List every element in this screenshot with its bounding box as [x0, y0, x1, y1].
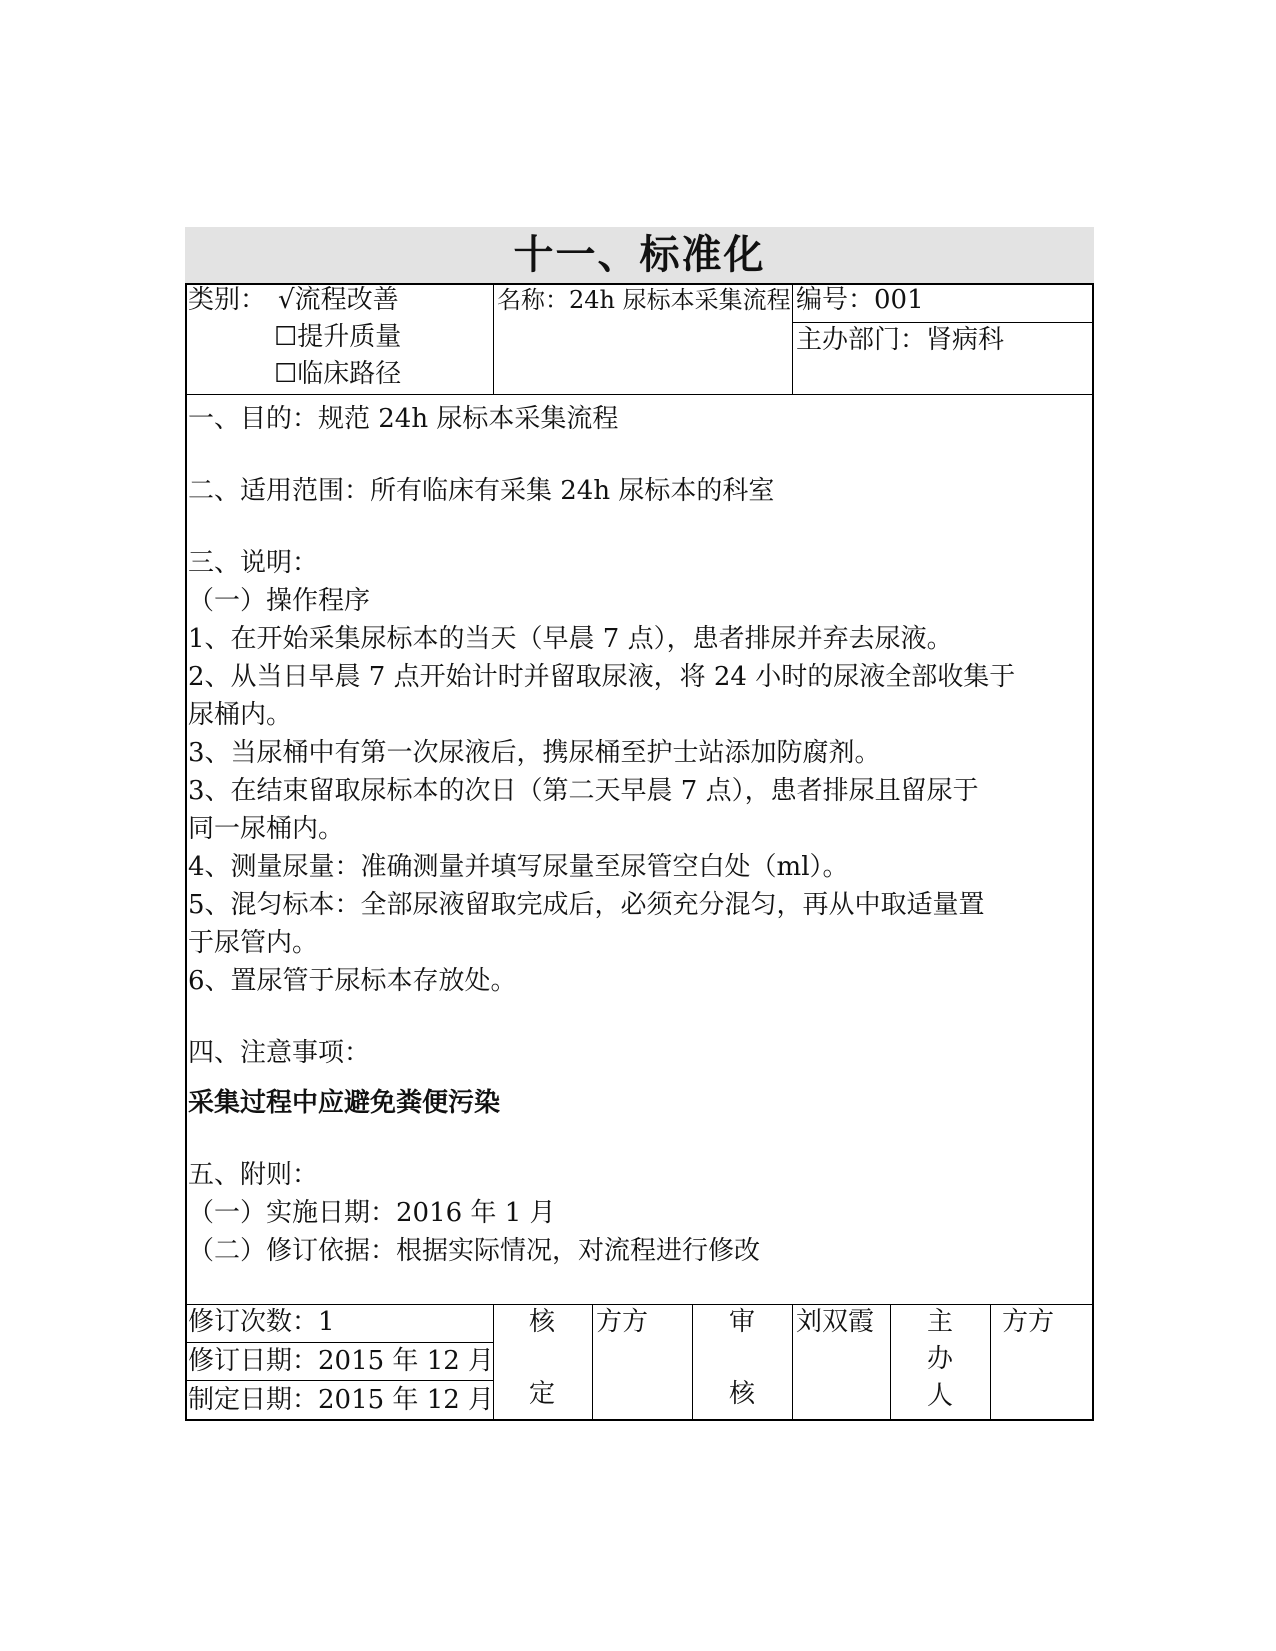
footer-col-3 [692, 1304, 693, 1421]
step-line: 1、在开始采集尿标本的当天（早晨 7 点），患者排尿并弃去尿液。 [188, 624, 953, 654]
note-text: 采集过程中应避免粪便污染 [188, 1088, 501, 1118]
step-line: 尿桶内。 [188, 700, 293, 730]
section-purpose: 一、目的：规范 24h 尿标本采集流程 [188, 404, 619, 434]
category-option-quality: ☐提升质量 [274, 322, 402, 352]
footer-col-5 [890, 1304, 891, 1421]
appendix-item: （一）实施日期：2016 年 1 月 [188, 1198, 556, 1228]
revision-date: 修订日期：2015 年 12 月 [188, 1346, 495, 1376]
reviewer-name: 刘双霞 [796, 1307, 875, 1337]
document-number: 编号：001 [796, 285, 924, 315]
owner-label-char: 办 [926, 1344, 953, 1374]
step-line: 3、当尿桶中有第一次尿液后，携尿桶至护士站添加防腐剂。 [188, 738, 881, 768]
category-option-pathway: ☐临床路径 [274, 359, 402, 389]
header-divider-2 [792, 283, 793, 394]
footer-col-6 [990, 1304, 991, 1421]
creation-date: 制定日期：2015 年 12 月 [188, 1385, 495, 1415]
verifier-name: 方方 [596, 1307, 649, 1337]
document-body [188, 400, 1088, 1270]
subsection-procedure: （一）操作程序 [188, 586, 371, 616]
section-appendix: 五、附则： [188, 1160, 319, 1190]
procedure-name: 名称：24h 尿标本采集流程 [497, 286, 791, 314]
step-line: 4、测量尿量：准确测量并填写尿量至尿管空白处（ml）。 [188, 852, 849, 882]
review-label-char: 核 [728, 1379, 755, 1409]
step-line: 6、置尿管于尿标本存放处。 [188, 966, 517, 996]
review-label-char: 审 [728, 1307, 755, 1337]
step-line: 同一尿桶内。 [188, 814, 345, 844]
footer-col-2 [592, 1304, 593, 1421]
header-bottom-line [185, 394, 1094, 395]
step-line: 5、混匀标本：全部尿液留取完成后，必须充分混匀，再从中取适量置 [188, 890, 985, 920]
section-scope: 二、适用范围：所有临床有采集 24h 尿标本的科室 [188, 476, 775, 506]
step-line: 2、从当日早晨 7 点开始计时并留取尿液，将 24 小时的尿液全部收集于 [188, 662, 1016, 692]
section-notes: 四、注意事项： [188, 1038, 371, 1068]
host-department: 主办部门：肾病科 [796, 325, 1005, 355]
header-divider-1 [493, 283, 494, 394]
revision-count: 修订次数：1 [188, 1307, 335, 1337]
step-line: 于尿管内。 [188, 928, 319, 958]
footer-col-4 [792, 1304, 793, 1421]
section-explanation: 三、说明： [188, 548, 319, 578]
step-line: 3、在结束留取尿标本的次日（第二天早晨 7 点），患者排尿且留尿于 [188, 776, 979, 806]
owner-name: 方方 [1002, 1307, 1055, 1337]
category-option-process: √流程改善 [278, 285, 399, 315]
footer-row-line-2 [185, 1380, 493, 1381]
verify-label-char: 核 [528, 1307, 555, 1337]
category-label: 类别： [188, 285, 267, 315]
page-title: 十一、标准化 [185, 227, 1094, 283]
appendix-item: （二）修订依据：根据实际情况，对流程进行修改 [188, 1236, 761, 1266]
verify-label-char: 定 [528, 1379, 555, 1409]
owner-label-char: 人 [926, 1381, 953, 1411]
owner-label-char: 主 [926, 1307, 953, 1337]
